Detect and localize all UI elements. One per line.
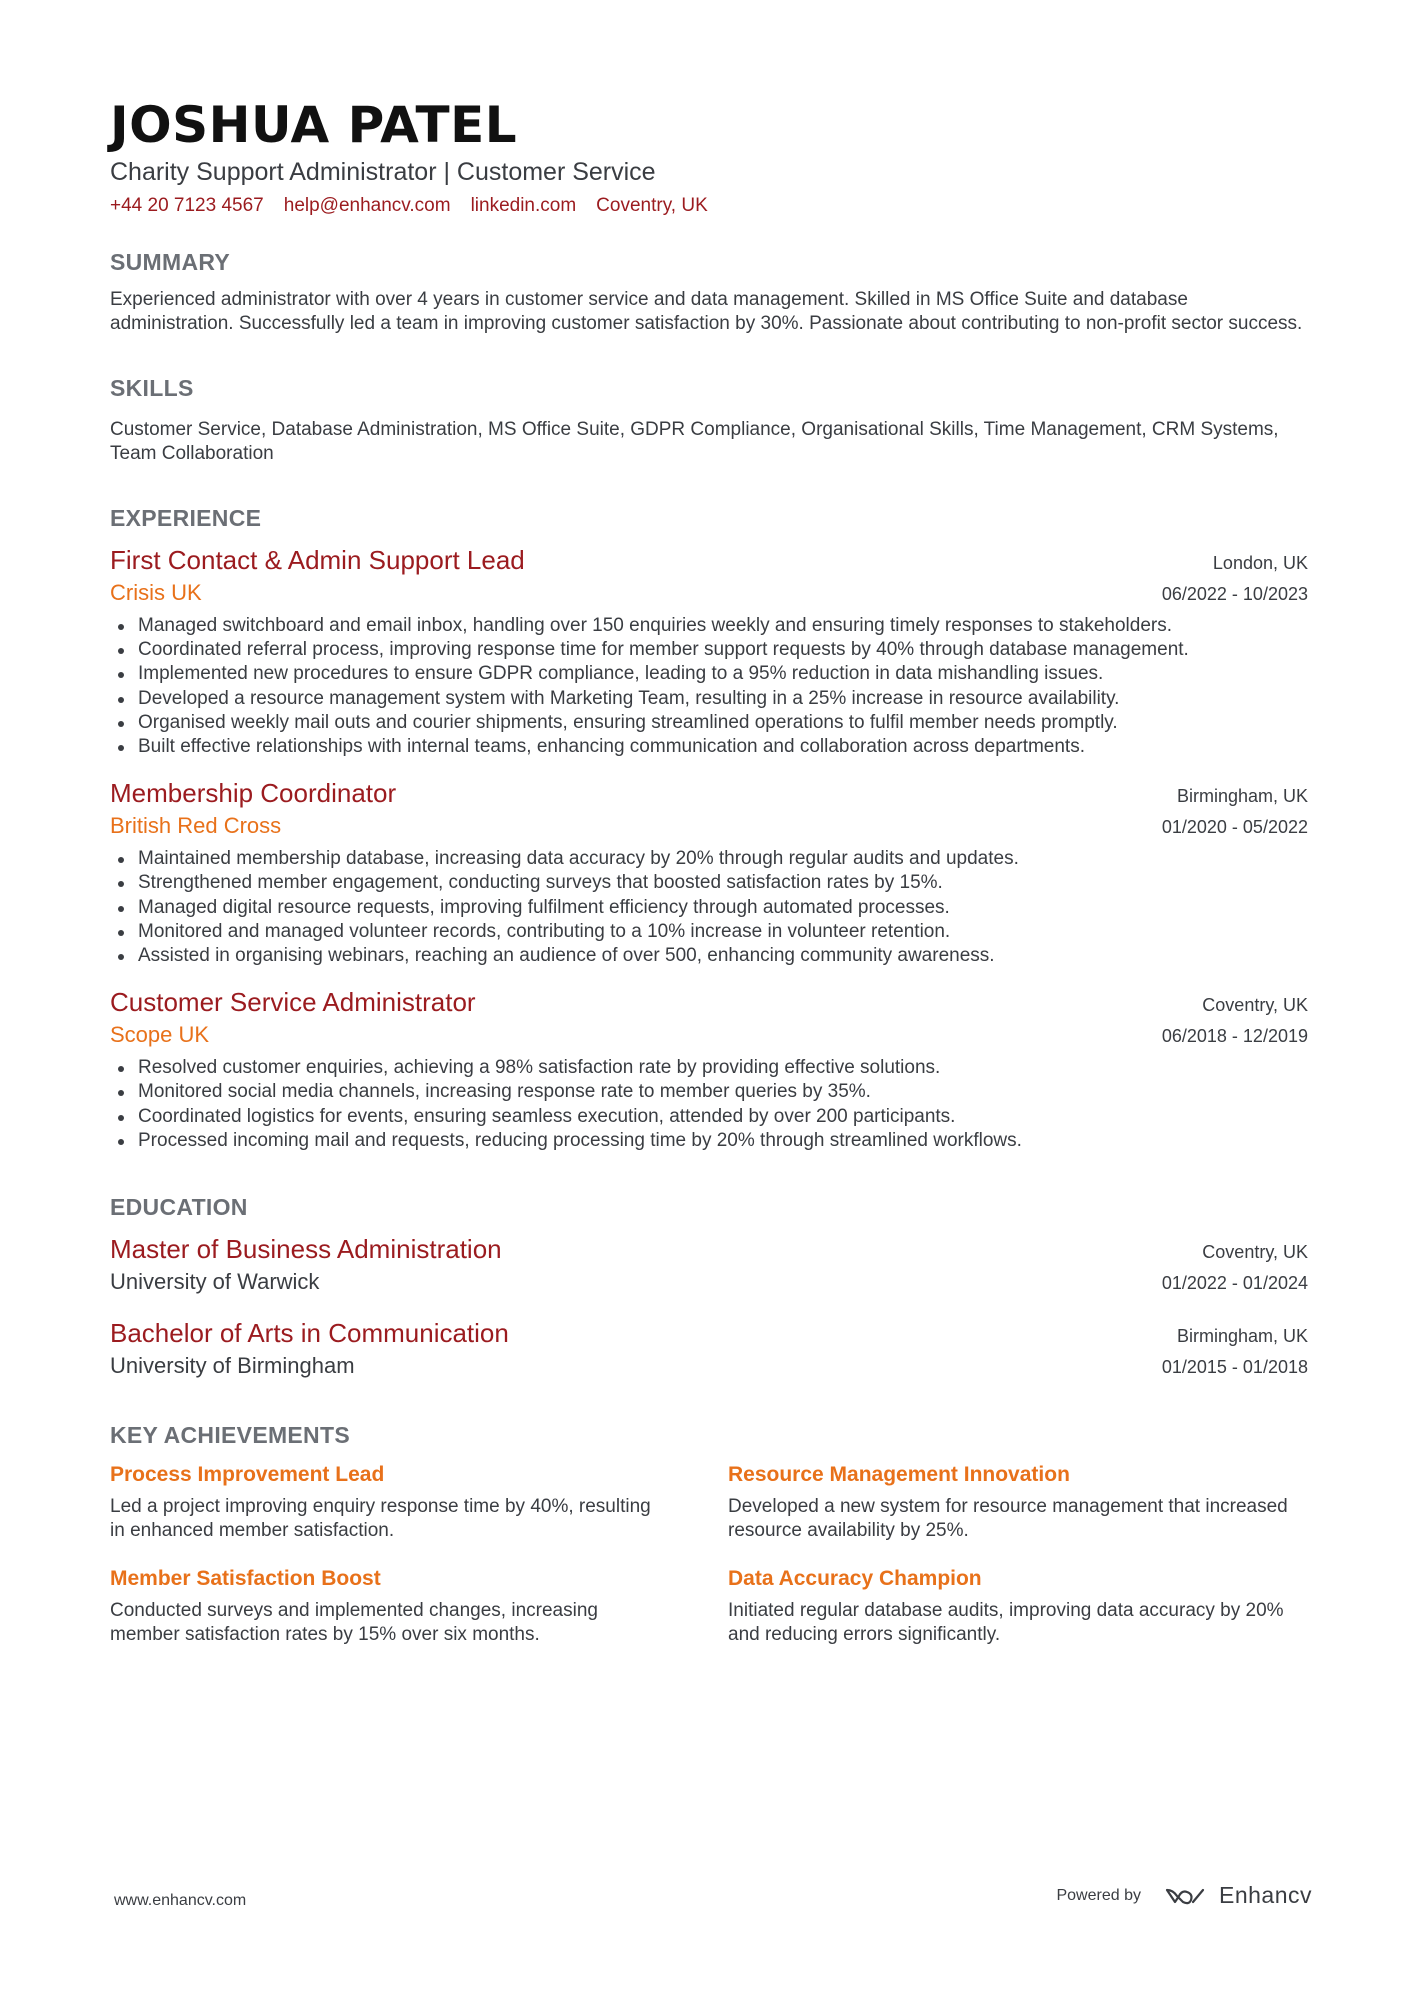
job-bullet: Maintained membership database, increasing data accuracy by 20% through regular audits and updates. xyxy=(138,847,1308,871)
footer-website[interactable]: www.enhancv.com xyxy=(114,1892,247,1909)
achievement-item xyxy=(110,1461,728,1543)
brand-name: Enhancv xyxy=(1218,1882,1312,1908)
brand-logo[interactable] xyxy=(1163,1882,1312,1909)
job-bullet: Resolved customer enquiries, achieving a 98% satisfaction rate by providing effective solutions. xyxy=(138,1056,1308,1080)
job-title: First Contact & Admin Support Lead xyxy=(110,545,525,575)
job-bullet: Monitored social media channels, increasing response rate to member queries by 35%. xyxy=(138,1080,1308,1104)
job-bullet: Processed incoming mail and requests, reducing processing time by 20% through streamlined workflows. xyxy=(138,1129,1308,1153)
summary-heading: SUMMARY xyxy=(110,249,231,275)
achievement-text: Initiated regular database audits, improving data accuracy by 20% and reducing errors significantly. xyxy=(728,1600,1284,1646)
education-item xyxy=(110,1317,1308,1381)
job-title: Membership Coordinator xyxy=(110,778,397,809)
candidate-name: JOSHUA PATEL xyxy=(110,96,518,154)
experience-item xyxy=(110,777,1308,968)
job-bullet: Developed a resource management system with Marketing Team, resulting in a 25% increase in resource availability. xyxy=(138,687,1308,711)
job-bullet: Managed digital resource requests, improving fulfilment efficiency through automated processes. xyxy=(138,896,1308,920)
job-dates: 06/2022 - 10/2023 xyxy=(1161,584,1308,604)
experience-item xyxy=(110,986,1308,1153)
job-bullet: Organised weekly mail outs and courier shipments, ensuring streamlined operations to fulfil member needs promptly. xyxy=(138,711,1308,735)
job-bullet: Assisted in organising webinars, reaching an audience of over 500, enhancing community awareness. xyxy=(138,944,1308,968)
job-bullet: Built effective relationships with internal teams, enhancing communication and collaboration across departments. xyxy=(138,735,1308,759)
achievement-text: Led a project improving enquiry response time by 40%, resulting in enhanced member satisfaction. xyxy=(110,1496,651,1542)
degree-title: Bachelor of Arts in Communication xyxy=(110,1318,509,1349)
education-heading: EDUCATION xyxy=(110,1194,248,1221)
education-item xyxy=(110,1233,1308,1297)
achievement-title: Process Improvement Lead xyxy=(110,1463,385,1487)
job-title: Customer Service Administrator xyxy=(110,987,476,1018)
school-name: University of Warwick xyxy=(110,1269,320,1295)
job-bullets xyxy=(110,847,1308,968)
achievement-title: Resource Management Innovation xyxy=(728,1463,1070,1487)
school-name: University of Birmingham xyxy=(110,1353,355,1379)
summary-section xyxy=(110,248,1308,336)
achievements-section xyxy=(110,1421,1308,1647)
achievements-heading: KEY ACHIEVEMENTS xyxy=(110,1422,350,1449)
achievement-text: Developed a new system for resource management that increased resource availability by 25%. xyxy=(728,1496,1288,1542)
job-location: London, UK xyxy=(1212,553,1308,573)
job-bullet: Coordinated logistics for events, ensuring seamless execution, attended by over 200 participants. xyxy=(138,1105,1308,1129)
achievement-title: Member Satisfaction Boost xyxy=(110,1567,381,1591)
job-bullets xyxy=(110,614,1308,759)
company-name: Crisis UK xyxy=(110,580,202,605)
education-section xyxy=(110,1193,1308,1381)
skills-list: Customer Service, Database Administration, MS Office Suite, GDPR Compliance, Organisational Skills, Time Management, CRM Systems, Team Collaboration xyxy=(110,419,1279,464)
education-location: Birmingham, UK xyxy=(1176,1326,1308,1347)
achievement-item xyxy=(728,1461,1308,1543)
contact-info xyxy=(110,194,1308,218)
job-location: Birmingham, UK xyxy=(1176,786,1308,807)
contact-location: Coventry, UK xyxy=(596,195,708,216)
experience-section xyxy=(110,504,1308,1153)
job-bullet: Implemented new procedures to ensure GDPR compliance, leading to a 95% reduction in data mishandling issues. xyxy=(138,662,1308,686)
company-name: British Red Cross xyxy=(110,813,282,839)
skills-heading: SKILLS xyxy=(110,375,194,401)
company-name: Scope UK xyxy=(110,1022,210,1048)
job-dates: 01/2020 - 05/2022 xyxy=(1161,817,1308,838)
achievement-text: Conducted surveys and implemented changes, increasing member satisfaction rates by 15% over six months. xyxy=(110,1600,598,1646)
contact-linkedin[interactable]: linkedin.com xyxy=(470,195,577,216)
footer-branding xyxy=(1056,1882,1312,1909)
education-dates: 01/2022 - 01/2024 xyxy=(1161,1273,1308,1294)
degree-title: Master of Business Administration xyxy=(110,1234,502,1265)
job-bullet: Monitored and managed volunteer records, contributing to a 10% increase in volunteer retention. xyxy=(138,920,1308,944)
summary-text: Experienced administrator with over 4 years in customer service and data management. Skilled in MS Office Suite and database administration. Successfully led a team in improving customer satisfaction by 30%. Passionate about contributing to non-profit sector success. xyxy=(110,289,1303,334)
achievements-grid xyxy=(110,1461,1308,1647)
enhancv-logo-icon xyxy=(1163,1884,1209,1908)
job-location: Coventry, UK xyxy=(1202,995,1308,1016)
achievement-item xyxy=(110,1565,728,1647)
education-location: Coventry, UK xyxy=(1202,1242,1308,1263)
skills-section xyxy=(110,374,1308,466)
contact-email[interactable]: help@enhancv.com xyxy=(283,195,451,216)
resume-header xyxy=(110,96,1308,218)
contact-phone[interactable]: +44 20 7123 4567 xyxy=(110,195,264,216)
powered-by-label: Powered by xyxy=(1056,1886,1141,1904)
job-dates: 06/2018 - 12/2019 xyxy=(1161,1026,1308,1047)
education-dates: 01/2015 - 01/2018 xyxy=(1161,1357,1308,1378)
achievement-title: Data Accuracy Champion xyxy=(728,1567,982,1591)
candidate-headline: Charity Support Administrator | Customer Service xyxy=(110,158,656,186)
achievement-item xyxy=(728,1565,1308,1647)
experience-item xyxy=(110,544,1308,759)
resume-page xyxy=(110,96,1308,1647)
experience-heading: EXPERIENCE xyxy=(110,505,262,531)
job-bullet: Managed switchboard and email inbox, handling over 150 enquiries weekly and ensuring timely responses to stakeholders. xyxy=(138,614,1308,638)
job-bullet: Strengthened member engagement, conducting surveys that boosted satisfaction rates by 15%. xyxy=(138,871,1308,895)
job-bullet: Coordinated referral process, improving response time for member support requests by 40% through database management. xyxy=(138,638,1308,662)
job-bullets xyxy=(110,1056,1308,1153)
